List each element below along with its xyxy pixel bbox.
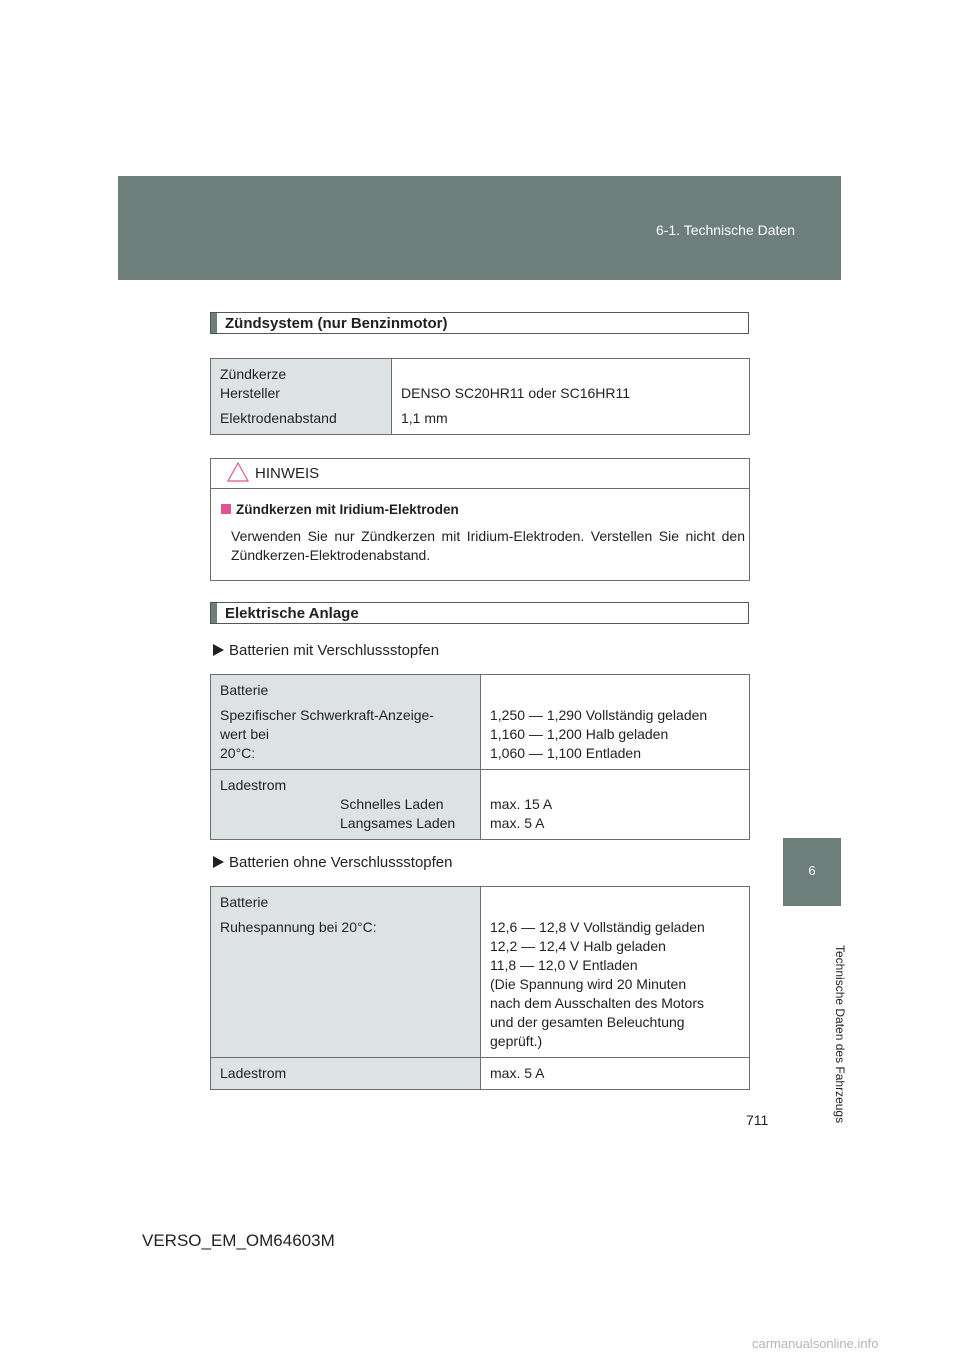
bullet-heading [213, 854, 452, 871]
electric-title: Elektrische Anlage [225, 605, 359, 622]
cell-text: Ruhespannung bei 20°C: [220, 919, 377, 935]
arrow-right-icon [213, 856, 224, 868]
cell-text: Elektrodenabstand [220, 410, 337, 426]
table-cell [481, 887, 750, 1058]
cell-text: wert bei [220, 726, 270, 742]
page-header [118, 176, 841, 280]
cell-text: 1,1 mm [401, 410, 448, 426]
ignition-section-heading [210, 312, 749, 334]
table-cell [211, 1058, 481, 1090]
cell-text: Hersteller [220, 385, 280, 401]
cell-text: max. 5 A [490, 1065, 545, 1081]
cell-text: Langsames Laden [340, 815, 456, 831]
cell-text: 11,8 — 12,0 V Entladen [490, 957, 638, 973]
cell-text: max. 5 A [490, 815, 545, 831]
notice-subtitle [221, 502, 459, 517]
section-title: 6-1. Technische Daten [655, 222, 795, 238]
cell-text: und der gesamten Beleuchtung [490, 1014, 685, 1030]
ignition-table [210, 358, 750, 435]
cell-text: Ladestrom [220, 777, 287, 793]
cell-text: Zündkerze [220, 366, 287, 382]
table-row [211, 675, 750, 770]
notice-body: Verwenden Sie nur Zündkerzen mit Iridium-Elektroden. Verstellen Sie nicht den Zündkerzen-Elektrodenabstand. [231, 528, 745, 563]
page-number: 711 [746, 1112, 769, 1128]
cell-text: nach dem Ausschalten des Motors [490, 995, 705, 1011]
cell-text: Spezifischer Schwerkraft-Anzeige- [220, 707, 434, 723]
cell-text: 1,160 — 1,200 Halb geladen [490, 726, 669, 742]
table-cell [481, 1058, 750, 1090]
bullet-text: Batterien ohne Verschlussstopfen [229, 854, 453, 871]
table-cell [211, 675, 481, 770]
bullet-heading [213, 642, 439, 659]
cell-text: 20°C: [220, 745, 256, 761]
arrow-right-icon [213, 644, 224, 656]
table-row [211, 405, 750, 435]
battery-table-1 [210, 674, 750, 840]
cell-text: 1,060 — 1,100 Entladen [490, 745, 642, 761]
table-cell [481, 770, 750, 840]
cell-text: Batterie [220, 894, 269, 910]
document-code: VERSO_EM_OM64603M [142, 1231, 335, 1250]
cell-text: 12,2 — 12,4 V Halb geladen [490, 938, 666, 954]
table-cell [481, 675, 750, 770]
cell-text: geprüft.) [490, 1033, 543, 1049]
cell-text: Schnelles Laden [340, 796, 444, 812]
battery-table-2 [210, 886, 750, 1090]
cell-text: 12,6 — 12,8 V Vollständig geladen [490, 919, 705, 935]
table-row [211, 359, 750, 406]
cell-text: (Die Spannung wird 20 Minuten [490, 976, 687, 992]
warning-icon [227, 462, 249, 482]
electric-section-heading [210, 602, 749, 624]
table-cell [392, 359, 750, 406]
ignition-title: Zündsystem (nur Benzinmotor) [225, 315, 448, 332]
cell-text: Ladestrom [220, 1065, 287, 1081]
table-cell [392, 405, 750, 435]
bullet-text: Batterien mit Verschlussstopfen [229, 642, 440, 659]
heading-bar [211, 313, 217, 333]
cell-text: DENSO SC20HR11 oder SC16HR11 [401, 385, 631, 401]
table-row [211, 1058, 750, 1090]
cell-text: Batterie [220, 682, 269, 698]
cell-text: max. 15 A [490, 796, 553, 812]
table-cell [211, 405, 392, 435]
notice-subtitle-text: Zündkerzen mit Iridium-Elektroden [236, 502, 459, 517]
notice-box [210, 458, 750, 581]
table-row [211, 770, 750, 840]
table-row [211, 887, 750, 1058]
chapter-label: Technische Daten des Fahrzeugs [833, 945, 847, 1124]
cell-text: 1,250 — 1,290 Vollständig geladen [490, 707, 708, 723]
notice-header [211, 459, 749, 489]
table-cell [211, 359, 392, 406]
notice-title: HINWEIS [255, 465, 320, 482]
watermark: carmanualsonline.info [752, 1336, 879, 1351]
table-cell [211, 887, 481, 1058]
pink-square-icon [221, 504, 231, 514]
heading-bar [211, 603, 217, 623]
table-cell [211, 770, 481, 840]
chapter-tab: 6 [783, 838, 841, 906]
